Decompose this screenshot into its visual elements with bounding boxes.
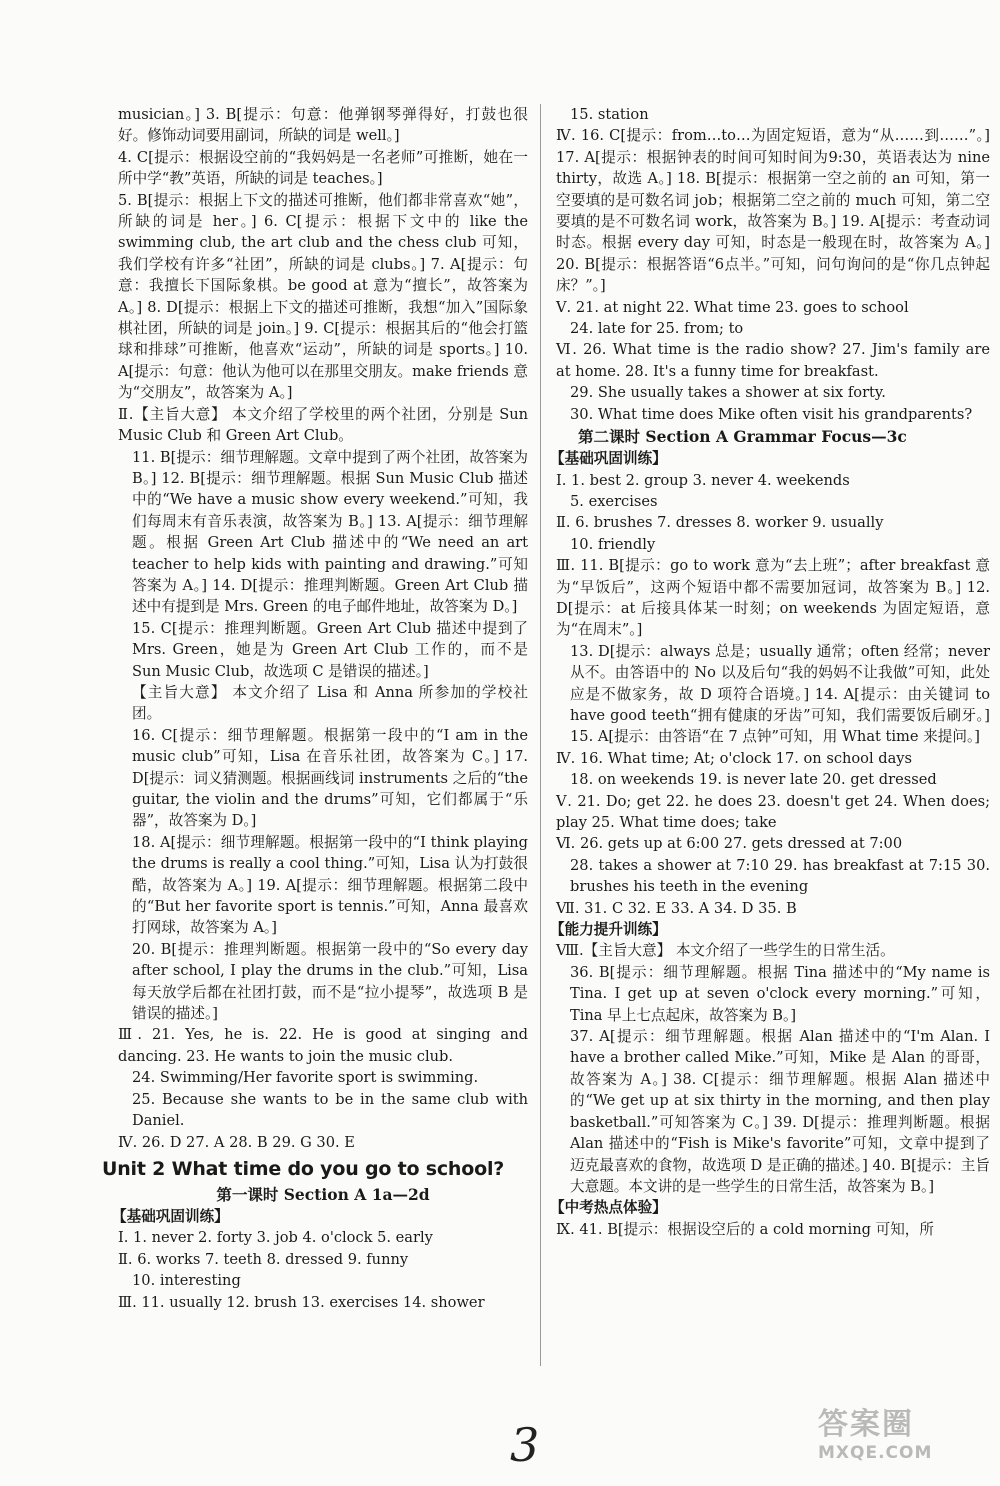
section-heading: 【能力提升训练】: [550, 921, 667, 939]
section-heading: 【基础巩固训练】: [112, 1207, 229, 1225]
answer-paragraph: Ⅸ. 41. B[提示：根据设空后的 a cold morning 可知，所: [556, 1220, 934, 1238]
answer-paragraph: Ⅷ.【主旨大意】 本文介绍了一些学生的日常生活。: [556, 942, 895, 960]
unit-title: Unit 2 What time do you go to school?: [102, 1157, 505, 1180]
answer-paragraph: 16. C[提示：细节理解题。根据第一段中的“I am in the music club”可知，Lisa 在音乐社团，故答案为 C。] 17. D[提示：词义猜测题。根据画线词 instruments 之后的“the guitar, the violin and the drums”可知，它们都属于“乐器”，故答案为 D。]: [132, 726, 528, 830]
watermark-logo: [818, 1408, 988, 1476]
right-column: [550, 104, 990, 1240]
answer-paragraph: Ⅱ. 6. works 7. teeth 8. dressed 9. funny: [118, 1250, 409, 1268]
answer-paragraph: Ⅲ. 11. usually 12. brush 13. exercises 14. shower: [118, 1293, 485, 1311]
answer-paragraph: 10. friendly: [570, 535, 656, 553]
page-number: 3: [510, 1418, 540, 1472]
answer-paragraph: Ⅳ. 16. C[提示：from…to…为固定短语，意为“从……到……”。] 17. A[提示：根据钟表的时间可知时间为9:30，英语表达为 nine thirty，故选 A。] 18. B[提示：根据第一空之前的 an 可知，第一空要填的是可数名词 job；根据第二空之前的 much 可知，第二空要填的是不可数名词 work，故答案为 B。] 19. A[提示：考查动词时态。根据 every day 可知，时态是一般现在时，故答案为 A。] 20. B[提示：根据答语“6点半。”可知，问句询问的是“你几点钟起床？”。]: [556, 127, 990, 295]
answer-paragraph: 28. takes a shower at 7:10 29. has breakfast at 7:15 30. brushes his teeth in the evening: [570, 856, 990, 896]
answer-paragraph: 13. D[提示：always 总是；usually 通常；often 经常；never 从不。由答语中的 No 以及后句“我的妈妈不让我做”可知，此处应是不做家务，故 D 项符合语境。] 14. A[提示：由关键词 to have good teeth“拥有健康的牙齿”可知，我们需要饭后刷牙。] 15. A[提示：由答语“在 7 点钟”可知，用 What time 来提问。]: [570, 642, 990, 746]
answer-paragraph: Ⅰ. 1. best 2. group 3. never 4. weekends: [556, 471, 850, 489]
answer-paragraph: Ⅱ.【主旨大意】 本文介绍了学校里的两个社团，分别是 Sun Music Club 和 Green Art Club。: [118, 405, 528, 445]
answer-paragraph: 24. late for 25. from; to: [570, 320, 744, 338]
watermark-en: MXQE.COM: [818, 1443, 933, 1463]
answer-paragraph: Ⅵ. 26. gets up at 6:00 27. gets dressed at 7:00: [556, 835, 903, 853]
answer-paragraph: 15. station: [570, 106, 649, 123]
answer-paragraph: 37. A[提示：细节理解题。根据 Alan 描述中的“I'm Alan. I have a brother called Mike.”可知，Mike 是 Alan 的哥哥，故答案为 A。] 38. C[提示：细节理解题。根据 Alan 描述中的“We get up at six thirty in the morning, and then play basketball.”可知答案为 C。] 39. D[提示：推理判断题。根据 Alan 描述中的“Fish is Mike's favorite”可知，文章中提到了迈克最喜欢的食物，故选项 D 是正确的描述。] 40. B[提示：主旨大意题。本文讲的是一些学生的日常生活，故答案为 B。]: [570, 1028, 990, 1195]
lesson-title: 第二课时 Section A Grammar Focus—3c: [578, 427, 907, 447]
left-column: [102, 104, 528, 1313]
answer-paragraph: 20. B[提示：推理判断题。根据第一段中的“So every day after school, I play the drums in the club.”可知，Lisa 每天放学后都在社团打鼓，而不是“拉小提琴”，故选项 B 是错误的描述。]: [132, 940, 528, 1023]
answer-paragraph: 4. C[提示：根据设空前的“我妈妈是一名老师”可推断，她在一所中学“教”英语，所缺的词是 teaches。]: [118, 148, 528, 188]
answer-paragraph: 25. Because she wants to be in the same club with Daniel.: [132, 1090, 528, 1130]
answer-paragraph: 29. She usually takes a shower at six forty.: [570, 384, 886, 402]
answer-paragraph: 10. interesting: [132, 1272, 241, 1290]
answer-paragraph: 18. on weekends 19. is never late 20. get dressed: [570, 771, 937, 789]
answer-paragraph: Ⅱ. 6. brushes 7. dresses 8. worker 9. usually: [556, 514, 884, 532]
answer-paragraph: Ⅵ. 26. What time is the radio show? 27. Jim's family are at home. 28. It's a funny time for breakfast.: [556, 341, 990, 380]
answer-paragraph: Ⅳ. 16. What time; At; o'clock 17. on school days: [556, 749, 913, 767]
answer-paragraph: 30. What time does Mike often visit his grandparents?: [570, 405, 973, 423]
answer-paragraph: 11. B[提示：细节理解题。文章中提到了两个社团，故答案为 B。] 12. B[提示：细节理解题。根据 Sun Music Club 描述中的“We have a music show every weekend.”可知，我们每周末有音乐表演，故答案为 B。] 13. A[提示：细节理解题。根据 Green Art Club 描述中的“We need an art teacher to help kids with painting and drawing.”可知答案为 A。] 14. D[提示：推理判断题。Green Art Club 描述中有提到是 Mrs. Green 的电子邮件地址，故答案为 D。]: [132, 448, 528, 616]
answer-paragraph: 5. exercises: [570, 492, 658, 510]
answer-paragraph: 【主旨大意】 本文介绍了 Lisa 和 Anna 所参加的学校社团。: [132, 683, 528, 723]
answer-paragraph: Ⅰ. 1. never 2. forty 3. job 4. o'clock 5. early: [118, 1229, 433, 1247]
lesson-title: 第一课时 Section A 1a—2d: [216, 1184, 430, 1204]
answer-paragraph: musician。] 3. B[提示：句意：他弹钢琴弹得好，打鼓也很好。修饰动词要用副词，所缺的词是 well。]: [118, 106, 528, 145]
answer-paragraph: Ⅴ. 21. Do; get 22. he does 23. doesn't get 24. When does; play 25. What time does; take: [556, 792, 990, 831]
answer-paragraph: Ⅲ. 11. B[提示：go to work 意为“去上班”；after breakfast 意为“早饭后”，这两个短语中都不需要加冠词，故答案为 B。] 12. D[提示：at 后接具体某一时刻；on weekends 为固定短语，意为“在周末”。]: [556, 557, 990, 639]
answer-paragraph: Ⅶ. 31. C 32. E 33. A 34. D 35. B: [556, 899, 797, 917]
answer-paragraph: Ⅴ. 21. at night 22. What time 23. goes to school: [556, 298, 909, 316]
section-heading: 【中考热点体验】: [550, 1199, 667, 1217]
section-heading: 【基础巩固训练】: [550, 450, 667, 468]
answer-paragraph: 36. B[提示：细节理解题。根据 Tina 描述中的“My name is Tina. I get up at seven o'clock every morning.”可知，Tina 早上七点起床，故答案为 B。]: [570, 963, 990, 1024]
answer-paragraph: 18. A[提示：细节理解题。根据第一段中的“I think playing the drums is really a cool thing.”可知，Lisa 认为打鼓很酷，故答案为 A。] 19. A[提示：细节理解题。根据第二段中的“But her favorite sport is tennis.”可知，Anna 最喜欢打网球，故答案为 A。]: [132, 833, 528, 937]
answer-paragraph: 5. B[提示：根据上下文的描述可推断，他们都非常喜欢“她”，所缺的词是 her。] 6. C[提示：根据下文中的 like the swimming club, the art club and the chess club 可知，我们学校有许多“社团”，所缺的词是 clubs。] 7. A[提示：句意：我擅长下国际象棋。be good at 意为“擅长”，故答案为 A。] 8. D[提示：根据上下文的描述可推断，我想“加入”国际象棋社团，所缺的词是 join。] 9. C[提示：根据其后的“他会打篮球和排球”可推断，他喜欢“运动”，所缺的词是 sports。] 10. A[提示：句意：他认为他可以在那里交朋友。make friends 意为“交朋友”，故答案为 A。]: [118, 191, 528, 402]
answer-paragraph: 15. C[提示：推理判断题。Green Art Club 描述中提到了 Mrs. Green，她是为 Green Art Club 工作的，而不是 Sun Music Club，故选项 C 是错误的描述。]: [132, 619, 528, 680]
answer-paragraph: 24. Swimming/Her favorite sport is swimming.: [132, 1069, 479, 1087]
answer-paragraph: Ⅲ. 21. Yes, he is. 22. He is good at singing and dancing. 23. He wants to join the music club.: [118, 1026, 528, 1065]
column-divider: [540, 104, 541, 1366]
watermark-cn: 答案圈: [818, 1407, 914, 1442]
answer-paragraph: Ⅳ. 26. D 27. A 28. B 29. G 30. E: [118, 1133, 355, 1151]
